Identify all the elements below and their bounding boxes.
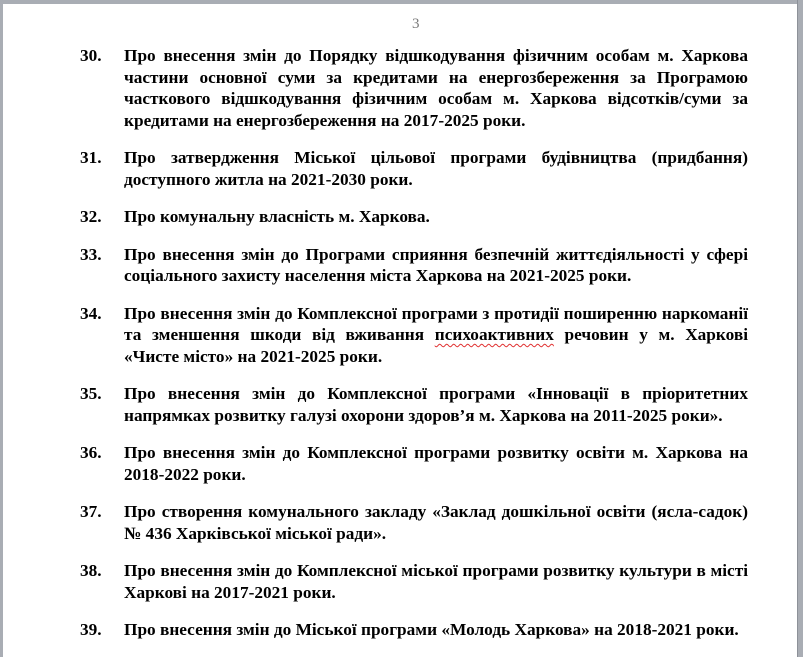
- item-text[interactable]: Про внесення змін до Міської програми «Молодь Харкова» на 2018-2021 роки.: [124, 620, 739, 639]
- item-text[interactable]: [124, 303, 748, 368]
- agenda-item-37: [80, 501, 750, 544]
- agenda-list: [80, 45, 750, 657]
- agenda-item-34: [80, 303, 750, 368]
- item-text[interactable]: Про внесення змін до Комплексної програми «Інновації в пріоритетних напрямках розвитку галузі охорони здоров’я м. Харкова на 2011-2025 роки».: [124, 384, 748, 425]
- item-text[interactable]: Про комунальну власність м. Харкова.: [124, 207, 430, 226]
- document-page[interactable]: [3, 4, 797, 657]
- item-number: 30.: [80, 46, 102, 65]
- agenda-item-30: [80, 45, 750, 131]
- agenda-item-32: [80, 206, 750, 228]
- item-text[interactable]: Про внесення змін до Програми сприяння безпечній життєдіяльності у сфері соціального захисту населення міста Харкова на 2021-2025 роки.: [124, 244, 748, 285]
- item-number: 32.: [80, 207, 102, 226]
- item-text[interactable]: Про створення комунального закладу «Заклад дошкільної освіти (ясла-садок) № 436 Харківської міської ради».: [124, 502, 748, 543]
- item-number: 31.: [80, 148, 102, 167]
- item-number: 34.: [80, 303, 102, 323]
- agenda-item-38: [80, 560, 750, 603]
- agenda-item-31: [80, 147, 750, 190]
- item-number: 35.: [80, 384, 102, 403]
- item-number: 33.: [80, 244, 102, 264]
- item-number: 38.: [80, 561, 102, 580]
- item-text[interactable]: Про внесення змін до Комплексної програми розвитку освіти м. Харкова на 2018-2022 роки.: [124, 443, 748, 484]
- item-text-part: Про внесення змін до Комплексної програми з протидії поширенню наркоманії та зменшення шкоди від вживання: [124, 303, 748, 344]
- spellcheck-flagged-word[interactable]: психоактивних: [434, 325, 554, 344]
- agenda-item-33: [80, 244, 750, 287]
- item-text[interactable]: Про внесення змін до Комплексної міської програми розвитку культури в місті Харкові на 2017-2021 роки.: [124, 561, 748, 602]
- item-number: 36.: [80, 443, 102, 462]
- vertical-scrollbar[interactable]: [797, 0, 803, 657]
- item-number: 39.: [80, 620, 102, 639]
- agenda-item-35: [80, 383, 750, 426]
- page-number: 3: [412, 16, 420, 32]
- item-text[interactable]: Про затвердження Міської цільової програми будівництва (придбання) доступного житла на 2021-2030 роки.: [124, 148, 748, 189]
- item-number: 37.: [80, 502, 102, 521]
- agenda-item-39: [80, 619, 750, 641]
- item-text-part: речовин у м. Харкові «Чисте місто» на 2021-2025 роки.: [124, 325, 748, 366]
- item-text[interactable]: Про внесення змін до Порядку відшкодування фізичним особам м. Харкова частини основної суми за кредитами на енергозбереження за Програмою часткового відшкодування фізичним особам м. Харкова відсотків/суми за кредитами на енергозбереження на 2017-2025 роки.: [124, 46, 748, 130]
- agenda-item-36: [80, 442, 750, 485]
